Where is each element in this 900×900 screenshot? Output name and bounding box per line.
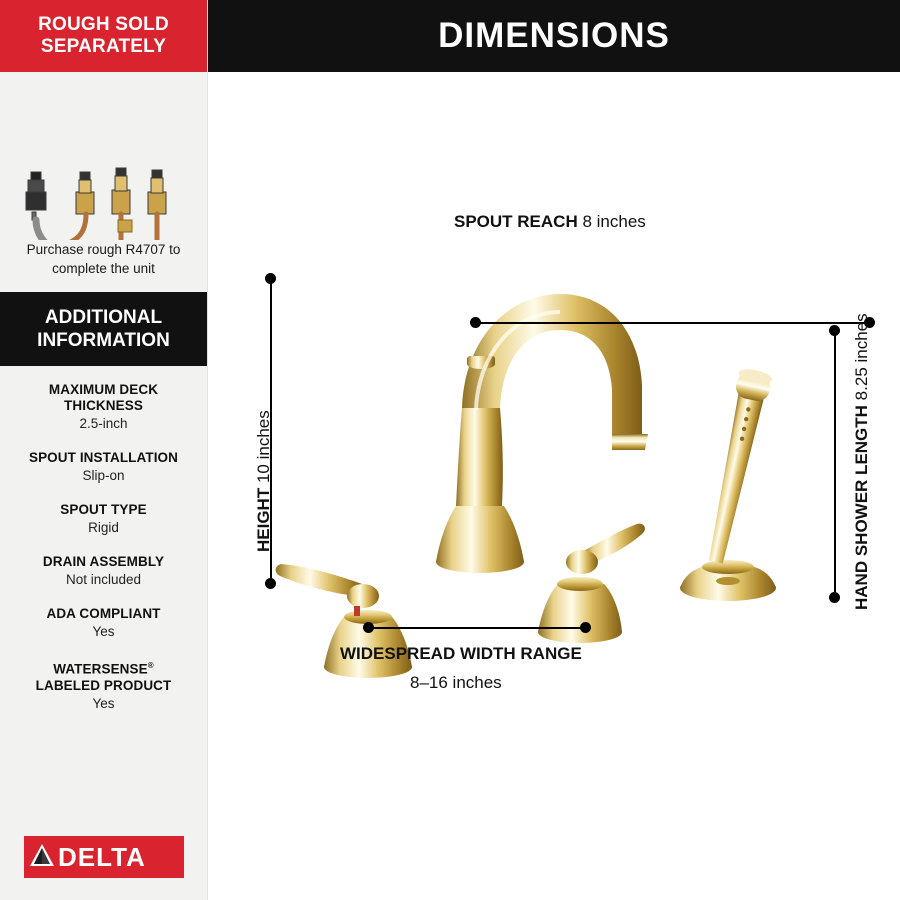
dimensions-diagram (208, 72, 900, 900)
height-label: HEIGHT 10 inches (254, 410, 273, 552)
spec-item (10, 502, 197, 537)
spec-label: ADA COMPLIANT (46, 606, 161, 621)
spec-label: SPOUT INSTALLATION (28, 450, 179, 465)
spec-list (0, 366, 207, 713)
widespread-label-name: WIDESPREAD WIDTH RANGE (340, 644, 582, 663)
spec-value: Rigid (88, 520, 119, 535)
rough-sold-separately-banner (0, 0, 207, 72)
widespread-cap-left (363, 622, 374, 633)
sidebar (0, 0, 208, 900)
spec-label: SPOUT TYPE (60, 502, 147, 517)
spec-value: 2.5-inch (79, 416, 128, 431)
widespread-cap-right (580, 622, 591, 633)
spout-reach-cap-left (470, 317, 481, 328)
faucet-illustration (208, 72, 900, 900)
height-cap-top (265, 273, 276, 284)
rough-banner-line1: ROUGH SOLD (38, 14, 169, 35)
spec-value: Not included (65, 572, 142, 587)
spec-label: MAXIMUM DECK THICKNESS (48, 382, 159, 413)
widespread-label-value: 8–16 inches (410, 673, 502, 692)
widespread-line (368, 627, 586, 629)
rough-banner-line2: SEPARATELY (40, 36, 167, 57)
rough-valve-svg (0, 72, 208, 240)
delta-triangle-icon (24, 836, 58, 878)
rough-caption: Purchase rough R4707 to complete the unit (26, 242, 181, 276)
additional-banner-line1: ADDITIONAL (44, 307, 163, 328)
delta-wordmark: DELTA (58, 841, 146, 872)
spec-value: Slip-on (82, 468, 125, 483)
spec-value: Yes (92, 624, 115, 639)
page-title: DIMENSIONS (438, 16, 670, 55)
spec-item (10, 382, 197, 433)
additional-information-banner (0, 292, 207, 366)
spout-reach-label: SPOUT REACH 8 inches (454, 212, 646, 231)
delta-logo (24, 836, 184, 878)
spec-item (10, 450, 197, 485)
spout-reach-line (474, 322, 872, 324)
hand-shower-label: HAND SHOWER LENGTH 8.25 inches (852, 313, 871, 610)
height-cap-bottom (265, 578, 276, 589)
spec-label-suffix: LABELED PRODUCT (35, 677, 172, 693)
rough-valve-illustration (0, 72, 207, 240)
spec-item (10, 658, 197, 713)
spec-label: DRAIN ASSEMBLY (42, 554, 165, 569)
spec-item (10, 554, 197, 589)
additional-banner-line2: INFORMATION (37, 330, 170, 351)
hand-shower-cap-top (829, 325, 840, 336)
dimensions-header (208, 0, 900, 72)
hand-shower-line (834, 330, 836, 598)
spec-label: WATERSENSE® (53, 661, 154, 677)
spec-value: Yes (92, 695, 115, 711)
spec-item (10, 606, 197, 641)
hand-shower-cap-bottom (829, 592, 840, 603)
